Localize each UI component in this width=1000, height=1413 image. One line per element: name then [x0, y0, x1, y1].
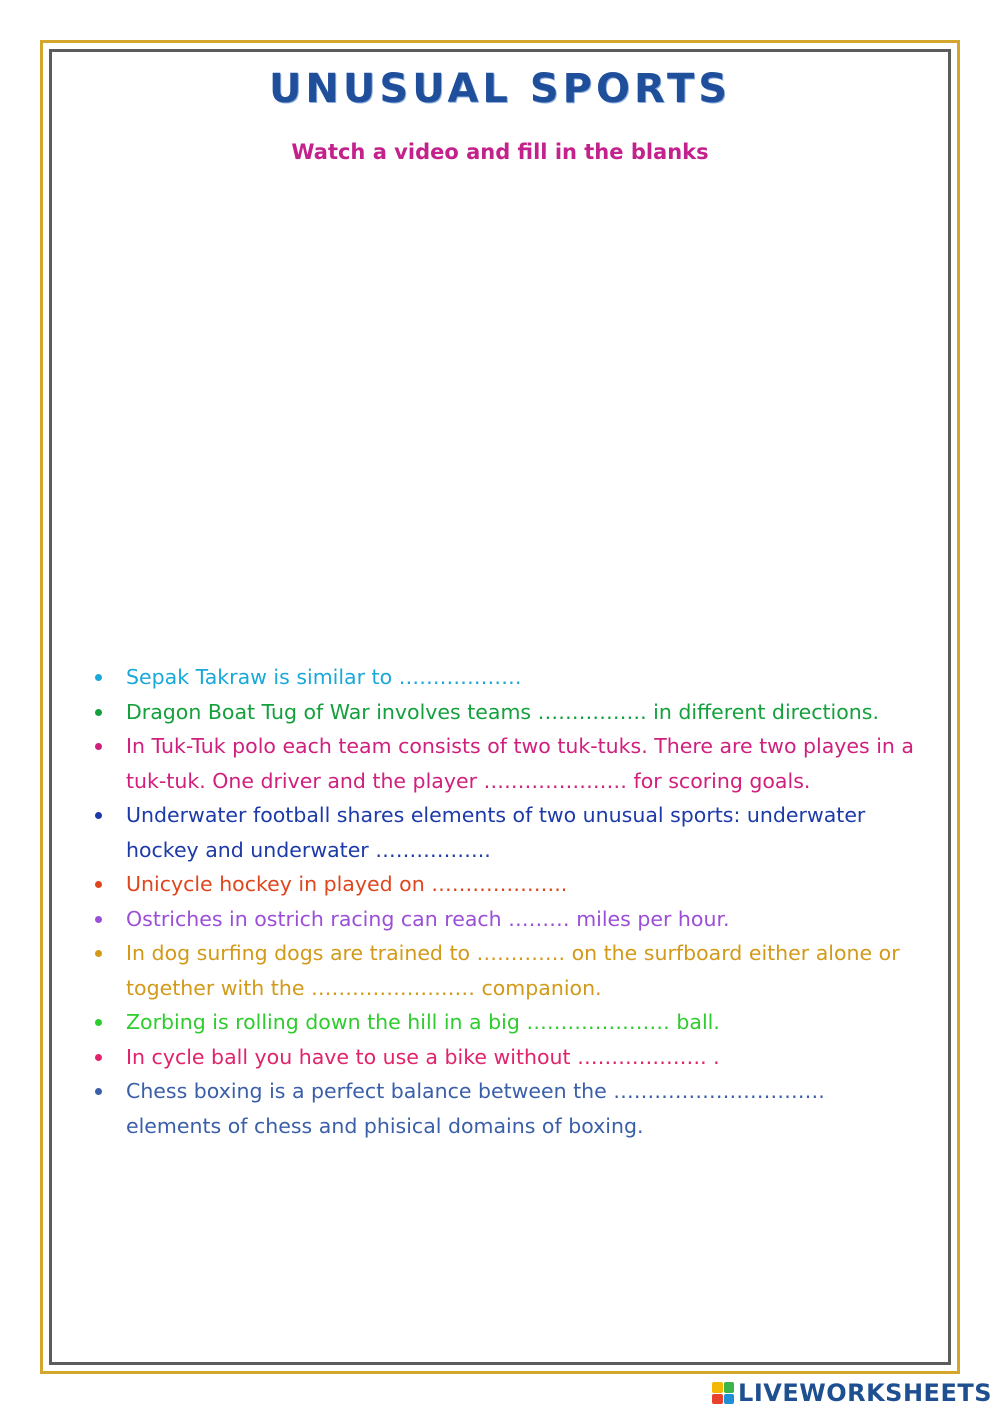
- list-item: [95, 729, 915, 798]
- list-item: [95, 1005, 915, 1040]
- bullet-icon: [95, 674, 102, 681]
- logo-square-1: [712, 1382, 723, 1393]
- bullet-icon: [95, 881, 102, 888]
- bullet-icon: [95, 1088, 102, 1095]
- list-item-text: In dog surfing dogs are trained to …………. on the surfboard either alone or together with the …………………… companion.: [126, 941, 900, 1000]
- list-item: [95, 1074, 915, 1143]
- bullet-icon: [95, 812, 102, 819]
- logo-square-3: [712, 1394, 723, 1405]
- list-item-text: Underwater football shares elements of two unusual sports: underwater hockey and underwater ……………..: [126, 803, 866, 862]
- list-item-text: Chess boxing is a perfect balance between the …………………………. elements of chess and phisical domains of boxing.: [126, 1079, 825, 1138]
- fill-in-list: [95, 660, 915, 1143]
- logo-text: LIVEWORKSHEETS: [738, 1379, 992, 1407]
- list-item-text: Ostriches in ostrich racing can reach ……… miles per hour.: [126, 906, 730, 931]
- list-item: [95, 902, 915, 937]
- list-item: [95, 867, 915, 902]
- list-item: [95, 660, 915, 695]
- logo-icon: [712, 1382, 734, 1404]
- video-placeholder[interactable]: [100, 190, 900, 650]
- bullet-icon: [95, 950, 102, 957]
- bullet-icon: [95, 1054, 102, 1061]
- liveworksheets-logo: [712, 1378, 992, 1408]
- list-item-text: Unicycle hockey in played on ………………..: [126, 872, 568, 896]
- bullet-icon: [95, 1019, 102, 1026]
- list-item: [95, 936, 915, 1005]
- logo-square-2: [724, 1382, 735, 1393]
- logo-square-4: [724, 1394, 735, 1405]
- worksheet-subtitle: Watch a video and fill in the blanks: [291, 140, 709, 164]
- list-item-text: In Tuk-Tuk polo each team consists of two tuk-tuks. There are two playes in a tuk-tuk. One driver and the player ………………… for scoring goals.: [126, 734, 914, 793]
- bullet-icon: [95, 743, 102, 750]
- bullet-icon: [95, 916, 102, 923]
- list-item: [95, 798, 915, 867]
- list-item-text: Sepak Takraw is similar to ………………: [126, 665, 522, 689]
- list-item-text: Dragon Boat Tug of War involves teams ……………. in different directions.: [126, 699, 879, 724]
- list-item: [95, 1040, 915, 1075]
- list-item-text: In cycle ball you have to use a bike without ………………. .: [126, 1044, 720, 1069]
- list-item: [95, 695, 915, 730]
- bullet-icon: [95, 709, 102, 716]
- list-item-text: Zorbing is rolling down the hill in a big ………………… ball.: [126, 1010, 720, 1034]
- worksheet-title: UNUSUAL SPORTS: [268, 66, 732, 112]
